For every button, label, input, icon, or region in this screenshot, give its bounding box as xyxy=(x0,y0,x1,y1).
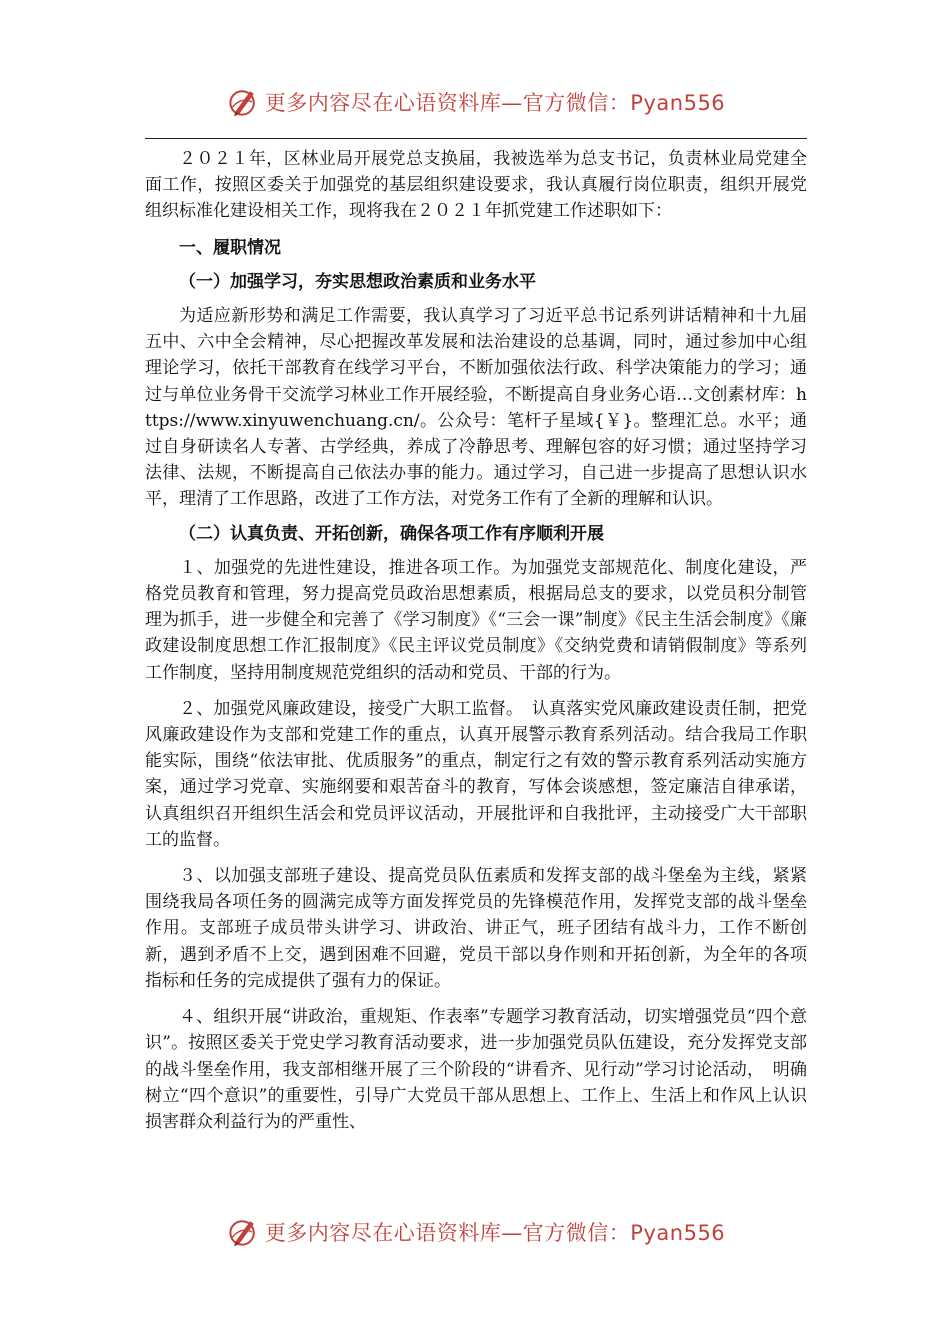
work-item-3: ３、以加强支部班子建设、提高党员队伍素质和发挥支部的战斗堡垒为主线，紧紧围绕我局各项任务的圆满完成等方面发挥党员的先锋模范作用，发挥党支部的战斗堡垒作用。支部班子成员带头讲学习、讲政治、讲正气，班子团结有战斗力，工作不断创新，遇到矛盾不上交，遇到困难不回避，党员干部以身作则和开拓创新，为全年的各项指标和任务的完成提供了强有力的保证。 xyxy=(145,866,807,991)
study-paragraph: 为适应新形势和满足工作需要，我认真学习了习近平总书记系列讲话精神和十九届五中、六中全会精神，尽心把握改革发展和法治建设的总基调，同时，通过参加中心组理论学习，依托干部教育在线学习平台，不断加强依法行政、科学决策能力的学习；通过与单位业务骨干交流学习林业工作开展经验，不断提高自身业务心语…文创素材库：https://www.xinyuwenchuang.cn/。公众号：笔杆子星域{￥}。整理汇总。水平；通过自身研读名人专著、古学经典，养成了冷静思考、理解包容的好习惯；通过坚持学习法律、法规，不断提高自己依法办事的能力。通过学习，自己进一步提高了思想认识水平，理清了工作思路，改进了工作方法，对党务工作有了全新的理解和认识。 xyxy=(145,306,807,510)
work-item-1: １、加强党的先进性建设，推进各项工作。为加强党支部规范化、制度化建设，严格党员教育和管理，努力提高党员政治思想素质，根据局总支的要求，以党员积分制管理为抓手，进一步健全和完善了《学习制度》《“三会一课”制度》《民主生活会制度》《廉政建设制度思想工作汇报制度》《民主评议党员制度》《交纳党费和请销假制度》等系列工作制度，坚持用制度规范党组织的活动和党员、干部的行为。 xyxy=(145,557,807,683)
pen-logo-icon xyxy=(225,84,261,120)
work-item-4: ４、组织开展“讲政治，重规矩、作表率”专题学习教育活动，切实增强党员“四个意识”。按照区委关于党史学习教育活动要求，进一步加强党员队伍建设，充分发挥党支部的战斗堡垒作用，我支部相继开展了三个阶段的“讲看齐、见行动”学习讨论活动， 明确树立“四个意识”的重要性，引导广大党员干部从思想上、工作上、生活上和作风上认识损害群众利益行为的严重性、 xyxy=(145,1007,807,1132)
document-body xyxy=(145,146,807,1135)
watermark-banner-top xyxy=(0,82,950,122)
watermark-text: 更多内容尽在心语资料库—官方微信：Pyan556 xyxy=(264,1221,726,1245)
pen-logo-icon xyxy=(225,1214,261,1250)
work-item-2: ２、加强党风廉政建设，接受广大职工监督。 认真落实党风廉政建设责任制，把党风廉政建设作为支部和党建工作的重点，认真开展警示教育系列活动。结合我局工作职能实际，围绕“依法审批、优质服务”的重点，制定行之有效的警示教育系列活动实施方案，通过学习党章、实施纲要和艰苦奋斗的教育，写体会谈感想，签定廉洁自律承诺，认真组织召开组织生活会和党员评议活动，开展批评和自我批评，主动接受广大干部职工的监督。 xyxy=(145,698,807,850)
subsection-heading-1: （一）加强学习，夯实思想政治素质和业务水平 xyxy=(179,271,536,292)
header-divider xyxy=(145,138,807,139)
watermark-banner-bottom xyxy=(0,1212,950,1252)
watermark-text: 更多内容尽在心语资料库—官方微信：Pyan556 xyxy=(264,91,726,115)
intro-paragraph: ２０２１年，区林业局开展党总支换届，我被选举为总支书记，负责林业局党建全面工作，按照区委关于加强党的基层组织建设要求，我认真履行岗位职责，组织开展党组织标准化建设相关工作，现将我在２０２１年抓党建工作述职如下： xyxy=(145,149,807,222)
subsection-heading-2: （二）认真负责、开拓创新，确保各项工作有序顺利开展 xyxy=(179,523,604,544)
section-heading: 一、履职情况 xyxy=(179,237,281,258)
